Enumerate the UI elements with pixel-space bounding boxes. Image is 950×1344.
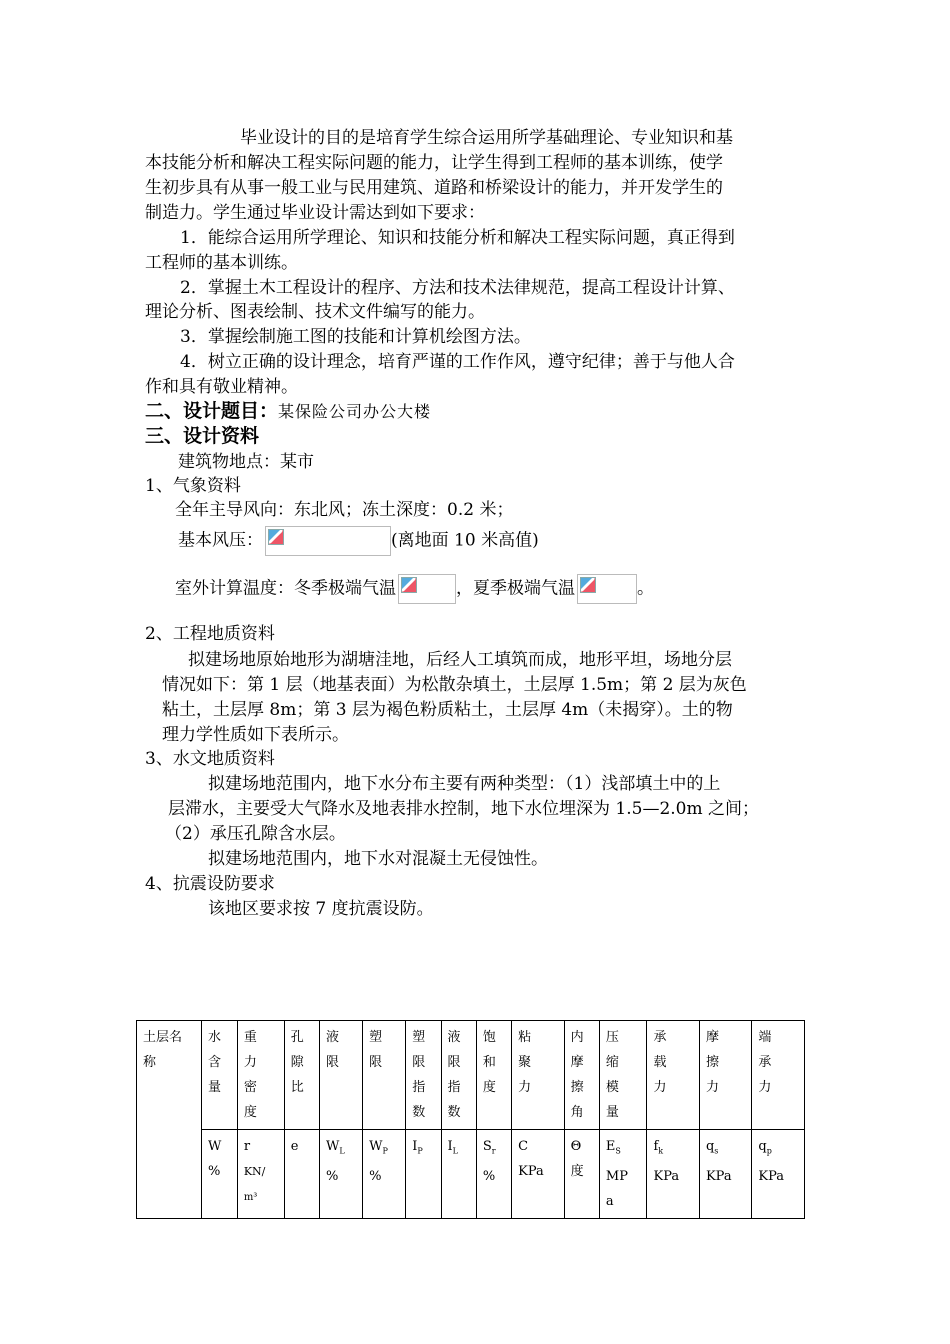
unit-plastic-limit — [363, 1130, 406, 1219]
cell-text: % — [369, 1168, 382, 1184]
cell-text: f — [653, 1139, 659, 1154]
unit-saturation — [476, 1130, 511, 1219]
summer-temperature-label: ，夏季极端气温 — [456, 578, 575, 599]
cell-text: 指 — [412, 1080, 426, 1095]
unit-side-friction — [699, 1130, 751, 1219]
cell-text: m³ — [243, 1192, 258, 1203]
cell-text: 擦 — [570, 1080, 584, 1095]
cell-text: q — [705, 1139, 715, 1154]
cell-text: % — [326, 1168, 339, 1184]
header-bearing-capacity — [647, 1021, 699, 1130]
hydrology-line-1: 拟建场地范围内，地下水分布主要有两种类型：（1）浅部填土中的上 — [208, 774, 721, 794]
header-text: 土层名 — [143, 1030, 183, 1045]
cell-text: 限 — [412, 1055, 426, 1070]
cell-text: % — [482, 1168, 496, 1184]
cell-text: % — [208, 1164, 221, 1179]
cell-text: KPa — [518, 1164, 544, 1179]
header-void-ratio — [284, 1021, 319, 1130]
seismic-text: 该地区要求按 7 度抗震设防。 — [208, 899, 434, 919]
cell-text: a — [605, 1193, 614, 1209]
unit-water-content — [202, 1130, 238, 1219]
unit-bearing-capacity — [647, 1130, 699, 1219]
cell-text: KN/ — [243, 1165, 266, 1178]
cell-text: 摩 — [570, 1055, 584, 1070]
header-side-friction — [699, 1021, 751, 1130]
header-water-content — [202, 1021, 238, 1130]
unit-end-bearing — [752, 1130, 805, 1219]
broken-image-icon — [268, 529, 284, 545]
cell-text: 比 — [290, 1080, 304, 1095]
cell-text: 限 — [326, 1055, 340, 1070]
cell-text: S — [615, 1146, 621, 1156]
requirement-1-line-2: 工程师的基本训练。 — [145, 253, 298, 273]
cell-text: k — [658, 1146, 664, 1156]
intro-line-1: 毕业设计的目的是培育学生综合运用所学基础理论、专业知识和基 — [240, 128, 733, 148]
broken-image-icon — [580, 577, 596, 593]
header-unit-weight — [237, 1021, 284, 1130]
wind-and-frost: 全年主导风向：东北风；冻土深度：0.2 米； — [175, 500, 514, 520]
cell-text: P — [382, 1146, 388, 1156]
cell-text: 量 — [208, 1080, 222, 1095]
table-units-row — [137, 1130, 805, 1219]
cell-text: 模 — [605, 1080, 619, 1095]
cell-text: Θ — [570, 1139, 582, 1154]
temperature-label: 室外计算温度：冬季极端气温 — [175, 578, 396, 599]
unit-liquid-limit — [320, 1130, 363, 1219]
hydrology-line-3: （2）承压孔隙含水层。 — [165, 824, 346, 844]
cell-text: 承 — [758, 1055, 772, 1070]
requirement-4-line-2: 作和具有敬业精神。 — [145, 377, 298, 397]
cell-text: 塑 — [369, 1030, 383, 1045]
section-3-heading: 三、设计资料 — [145, 425, 260, 447]
cell-text: 重 — [243, 1030, 257, 1045]
cell-text: 指 — [447, 1080, 461, 1095]
seismic-title: 4、抗震设防要求 — [145, 874, 275, 894]
broken-image-icon — [401, 577, 417, 593]
cell-text: 缩 — [605, 1055, 619, 1070]
geology-line-4: 理力学性质如下表所示。 — [162, 725, 349, 745]
unit-liquidity-index — [441, 1130, 476, 1219]
intro-line-4: 制造力。学生通过毕业设计需达到如下要求： — [145, 203, 485, 223]
header-plastic-limit — [363, 1021, 406, 1130]
cell-text: 力 — [518, 1080, 532, 1095]
table-header-row — [137, 1021, 805, 1130]
summer-temperature-image — [577, 574, 637, 604]
cell-text: 聚 — [518, 1055, 532, 1070]
section-2-title: 二、设计题目： — [145, 400, 279, 422]
cell-text: L — [452, 1146, 458, 1156]
intro-line-2: 本技能分析和解决工程实际问题的能力，让学生得到工程师的基本训练，使学 — [145, 153, 723, 173]
cell-text: E — [605, 1139, 616, 1154]
geology-title: 2、工程地质资料 — [145, 624, 275, 644]
cell-text: 力 — [705, 1080, 719, 1095]
cell-text: W — [208, 1139, 222, 1154]
header-plasticity-index — [406, 1021, 441, 1130]
section-2-heading — [145, 398, 431, 425]
unit-compression-modulus — [599, 1130, 647, 1219]
corrosion-note: 拟建场地范围内，地下水对混凝土无侵蚀性。 — [208, 849, 548, 869]
cell-text: 饱 — [482, 1030, 496, 1045]
cell-text: W — [369, 1139, 383, 1154]
geology-line-2: 情况如下：第 1 层（地基表面）为松散杂填土，土层厚 1.5m；第 2 层为灰色 — [162, 675, 747, 695]
cell-text: r — [491, 1146, 496, 1156]
hydrology-title: 3、水文地质资料 — [145, 749, 275, 769]
header-saturation — [476, 1021, 511, 1130]
cell-text: I — [412, 1139, 418, 1154]
cell-text: 限 — [369, 1055, 383, 1070]
cell-text: 度 — [482, 1080, 496, 1095]
cell-text: P — [417, 1146, 423, 1156]
soil-properties-table — [136, 1020, 805, 1219]
temperature-end: 。 — [637, 578, 654, 599]
cell-text: W — [326, 1139, 340, 1154]
wind-pressure-label: 基本风压： — [178, 530, 263, 551]
cell-text: 量 — [605, 1105, 619, 1120]
cell-text: 含 — [208, 1055, 222, 1070]
header-cohesion — [512, 1021, 564, 1130]
cell-text: q — [758, 1139, 767, 1154]
requirement-3: 3．掌握绘制施工图的技能和计算机绘图方法。 — [180, 327, 531, 347]
unit-cohesion — [512, 1130, 564, 1219]
cell-text: 力 — [243, 1055, 257, 1070]
cell-text: 内 — [570, 1030, 584, 1045]
cell-text: 承 — [653, 1030, 667, 1045]
cell-text: r — [243, 1139, 251, 1154]
cell-text: KPa — [653, 1168, 680, 1184]
cell-text: p — [766, 1146, 772, 1156]
cell-text: 液 — [326, 1030, 340, 1045]
header-liquidity-index — [441, 1021, 476, 1130]
header-liquid-limit — [320, 1021, 363, 1130]
cell-text: 端 — [758, 1030, 772, 1045]
cell-text: 液 — [447, 1030, 461, 1045]
cell-text: 压 — [605, 1030, 619, 1045]
geology-line-1: 拟建场地原始地形为湖塘洼地，后经人工填筑而成，地形平坦，场地分层 — [188, 650, 732, 670]
unit-friction-angle — [564, 1130, 599, 1219]
header-end-bearing — [752, 1021, 805, 1130]
cell-text: 塑 — [412, 1030, 426, 1045]
requirement-2-line-1: 2．掌握土木工程设计的程序、方法和技术法律规范，提高工程设计计算、 — [180, 278, 735, 298]
cell-text: KPa — [705, 1168, 732, 1184]
cell-text: 粘 — [518, 1030, 532, 1045]
cell-text: MP — [605, 1168, 628, 1184]
wind-pressure-row — [178, 526, 539, 556]
outdoor-temperature-row — [175, 574, 654, 604]
cell-text: C — [518, 1139, 529, 1154]
geology-line-3: 粘土，土层厚 8m；第 3 层为褐色粉质粘土，土层厚 4m（未揭穿）。土的物 — [162, 700, 733, 720]
cell-text: L — [339, 1146, 345, 1156]
intro-line-3: 生初步具有从事一般工业与民用建筑、道路和桥梁设计的能力，并开发学生的 — [145, 178, 723, 198]
cell-text: 载 — [653, 1055, 667, 1070]
requirement-4-line-1: 4．树立正确的设计理念，培育严谨的工作作风，遵守纪律；善于与他人合 — [180, 352, 735, 372]
cell-text: s — [714, 1146, 719, 1156]
header-text: 称 — [143, 1055, 157, 1070]
cell-text: S — [482, 1139, 492, 1154]
unit-void-ratio — [284, 1130, 319, 1219]
cell-text: 水 — [208, 1030, 222, 1045]
cell-text: 孔 — [290, 1030, 304, 1045]
cell-text: 度 — [243, 1105, 257, 1120]
hydrology-line-2: 层滞水，主要受大气降水及地表排水控制，地下水位埋深为 1.5—2.0m 之间； — [168, 799, 759, 819]
wind-pressure-image — [265, 526, 391, 556]
cell-text: 数 — [412, 1105, 426, 1120]
requirement-1-line-1: 1．能综合运用所学理论、知识和技能分析和解决工程实际问题，真正得到 — [180, 228, 735, 248]
cell-text: e — [290, 1139, 299, 1154]
unit-plasticity-index — [406, 1130, 441, 1219]
weather-title: 1、气象资料 — [145, 476, 241, 496]
cell-text: 擦 — [705, 1055, 719, 1070]
wind-pressure-note: (离地面 10 米高值) — [391, 530, 539, 551]
cell-text: 力 — [653, 1080, 667, 1095]
cell-text: 隙 — [290, 1055, 304, 1070]
requirement-2-line-2: 理论分析、图表绘制、技术文件编写的能力。 — [145, 302, 485, 322]
cell-text: 角 — [570, 1105, 584, 1120]
cell-text: 度 — [570, 1164, 584, 1179]
cell-text: I — [447, 1139, 453, 1154]
cell-text: 和 — [482, 1055, 496, 1070]
cell-text: 摩 — [705, 1030, 719, 1045]
cell-text: 限 — [447, 1055, 461, 1070]
cell-text: 数 — [447, 1105, 461, 1120]
winter-temperature-image — [398, 574, 456, 604]
design-topic: 某保险公司办公大楼 — [278, 402, 432, 421]
building-location: 建筑物地点：某市 — [178, 452, 314, 472]
cell-text: 力 — [758, 1080, 772, 1095]
cell-text: KPa — [758, 1168, 785, 1184]
header-compression-modulus — [599, 1021, 647, 1130]
soil-layer-name-header — [137, 1021, 202, 1219]
cell-text: 密 — [243, 1080, 257, 1095]
header-friction-angle — [564, 1021, 599, 1130]
unit-unit-weight — [237, 1130, 284, 1219]
